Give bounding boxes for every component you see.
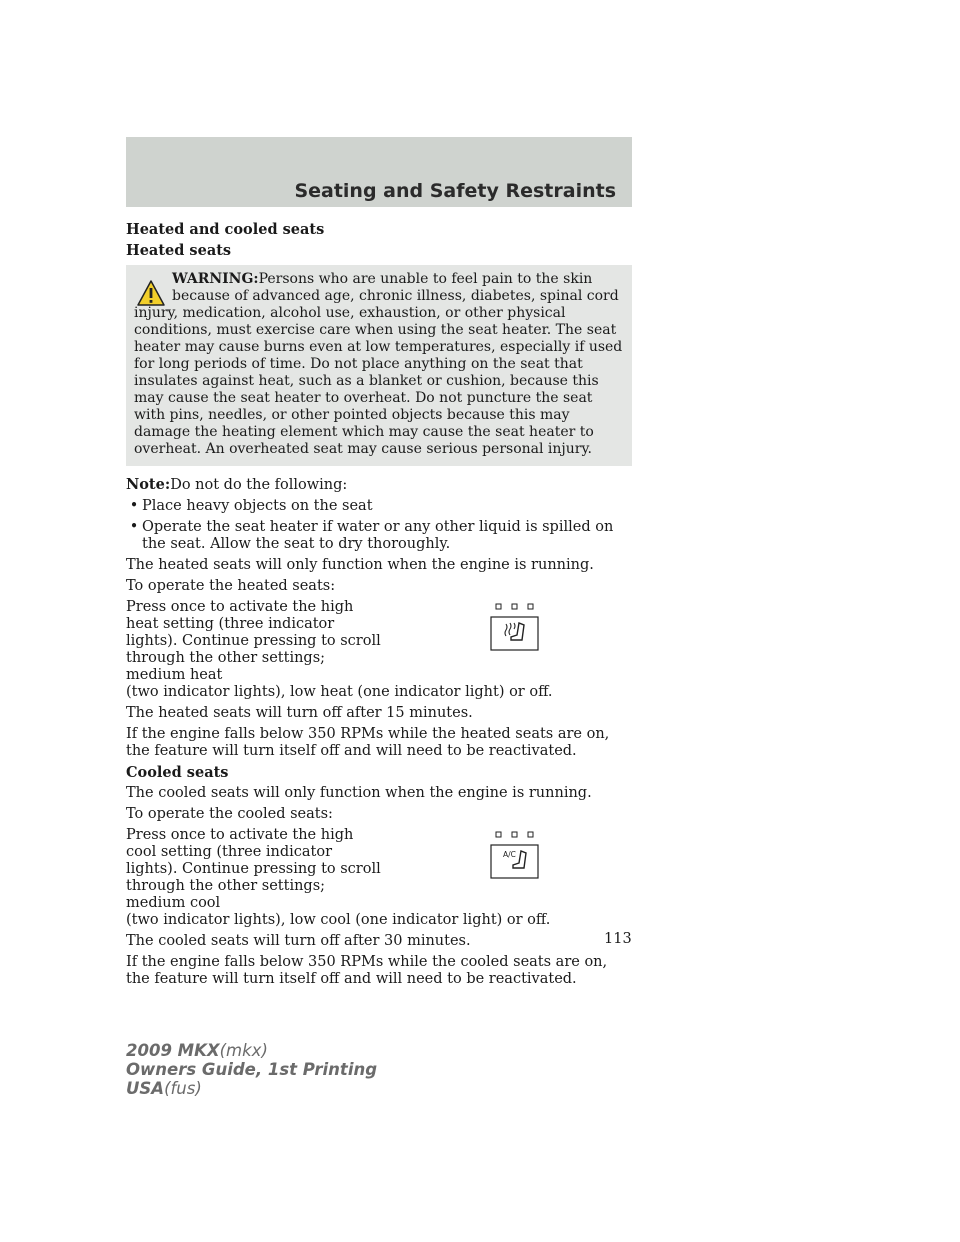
footer-printing: Owners Guide, 1st Printing [126,1060,378,1079]
note-text: Do not do the following: [170,477,348,493]
heated-press-cont: (two indicator lights), low heat (one indicator light) or off. [126,684,553,700]
heated-operate: To operate the heated seats: [126,578,336,594]
cooled-operate: To operate the cooled seats: [126,806,333,822]
heading-cooled-seats: Cooled seats [126,764,229,781]
list-item: • Operate the seat heater if water or any other liquid is spilled on the seat. Allow the seat to dry thoroughly. [126,519,632,553]
note [126,476,632,494]
section-header [126,137,632,207]
heading-heated-cooled: Heated and cooled seats [126,221,325,238]
page-content [126,221,632,992]
heated-press-text: Press once to activate the high heat setting (three indicator lights). Continue pressing to scroll through the other settings; medium heat [126,599,381,683]
list-item: • Place heavy objects on the seat [126,498,632,515]
warning-label: WARNING: [172,271,259,287]
list-item-text: Operate the seat heater if water or any other liquid is spilled on the seat. Allow the seat to dry thoroughly. [142,519,614,552]
section-title: Seating and Safety Restraints [294,180,616,202]
heated-turn-off: The heated seats will turn off after 15 minutes. [126,705,473,721]
cooled-rpm: If the engine falls below 350 RPMs while the cooled seats are on, the feature will turn itself off and will need to be reactivated. [126,954,608,987]
footer-market: USA [126,1079,165,1098]
cooled-seat-instruction [126,827,632,912]
warning-text-first: Persons who are unable to feel pain to the skin because of advanced age, chronic illness, diabetes, spinal cord [172,271,619,304]
page-number: 113 [604,931,632,947]
ac-label: A/C [503,850,516,859]
heated-rpm: If the engine falls below 350 RPMs while the heated seats are on, the feature will turn itself off and will need to be reactivated. [126,726,610,759]
heated-only-running: The heated seats will only function when the engine is running. [126,557,594,573]
warning-triangle-icon [136,279,166,307]
heated-seat-instruction [126,599,632,684]
heated-seat-icon [490,599,540,651]
cooled-press-cont: (two indicator lights), low cool (one indicator light) or off. [126,912,551,928]
cooled-turn-off: The cooled seats will turn off after 30 minutes. [126,933,471,949]
warning-text-rest: injury, medication, alcohol use, exhaustion, or other physical conditions, must exercise care when using the seat heater. The seat heater may cause burns even at low temperatures, especially if used for long periods of time. Do not place anything on the seat that insulates against heat, such as a blanket or cushion, because this may cause the seat heater to overheat. Do not puncture the seat with pins, needles, or other pointed objects because this may damage the heating element which may cause the seat heater to overheat. An overheated seat may cause serious personal injury. [134,305,623,457]
footer [126,1041,377,1098]
footer-model: 2009 MKX [126,1041,220,1060]
cooled-only-running: The cooled seats will only function when the engine is running. [126,785,592,801]
note-label: Note: [126,476,171,493]
cooled-seat-icon [490,827,540,879]
cooled-press-text: Press once to activate the high cool setting (three indicator lights). Continue pressing to scroll through the other settings; medium cool [126,827,381,911]
footer-model-code: (mkx) [219,1041,268,1060]
list-item-text: Place heavy objects on the seat [142,498,373,514]
heading-heated-seats: Heated seats [126,242,232,259]
warning-box [126,265,632,466]
footer-market-code: (fus) [164,1079,202,1098]
